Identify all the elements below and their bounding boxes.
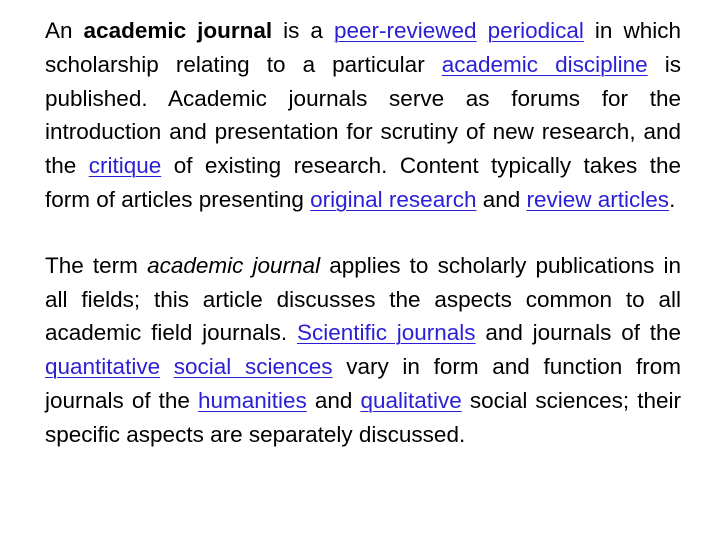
link-review-articles[interactable]: review articles bbox=[526, 186, 670, 212]
article-body bbox=[45, 14, 681, 452]
text-segment: and bbox=[476, 186, 527, 212]
text-segment bbox=[477, 18, 488, 43]
text-segment: is a bbox=[272, 18, 334, 43]
text-segment: applies to scholarly publications in all fields; this article discusses the aspects common to all academic field journals. bbox=[45, 252, 682, 346]
text-segment: is published. Academic journals serve as forums for the introduction and presentation for scrutiny of new research, and the bbox=[45, 51, 681, 179]
text-segment: vary in form and function from journals of the bbox=[45, 354, 681, 413]
link-critique[interactable]: critique bbox=[88, 153, 162, 179]
link-humanities[interactable]: humanities bbox=[197, 387, 307, 413]
text-segment: and journals of the bbox=[475, 320, 682, 346]
link-academic-discipline[interactable]: academic discipline bbox=[441, 51, 648, 77]
link-social-sciences[interactable]: social sciences bbox=[173, 354, 333, 380]
text-segment: in which scholarship relating to a particular bbox=[45, 18, 681, 77]
bold-term: academic journal bbox=[83, 18, 273, 43]
link-periodical[interactable]: periodical bbox=[487, 18, 584, 43]
text-segment: . bbox=[669, 186, 676, 212]
link-quantitative[interactable]: quantitative bbox=[45, 354, 161, 380]
link-qualitative[interactable]: qualitative bbox=[360, 387, 462, 413]
paragraph-term-scope bbox=[45, 249, 681, 452]
text-segment: An bbox=[45, 18, 84, 43]
link-original-research[interactable]: original research bbox=[310, 186, 477, 212]
italic-term: academic journal bbox=[147, 252, 321, 278]
link-peer-reviewed[interactable]: peer-reviewed bbox=[333, 18, 477, 43]
text-segment: social sciences; their specific aspects are separately discussed. bbox=[45, 387, 681, 447]
paragraph-intro bbox=[45, 14, 681, 217]
link-scientific-journals[interactable]: Scientific journals bbox=[296, 320, 476, 346]
text-segment bbox=[160, 354, 174, 379]
text-segment: The term bbox=[45, 252, 148, 278]
text-segment: of existing research. Content typically takes the form of articles presenting bbox=[45, 153, 681, 212]
text-segment: and bbox=[306, 387, 361, 413]
